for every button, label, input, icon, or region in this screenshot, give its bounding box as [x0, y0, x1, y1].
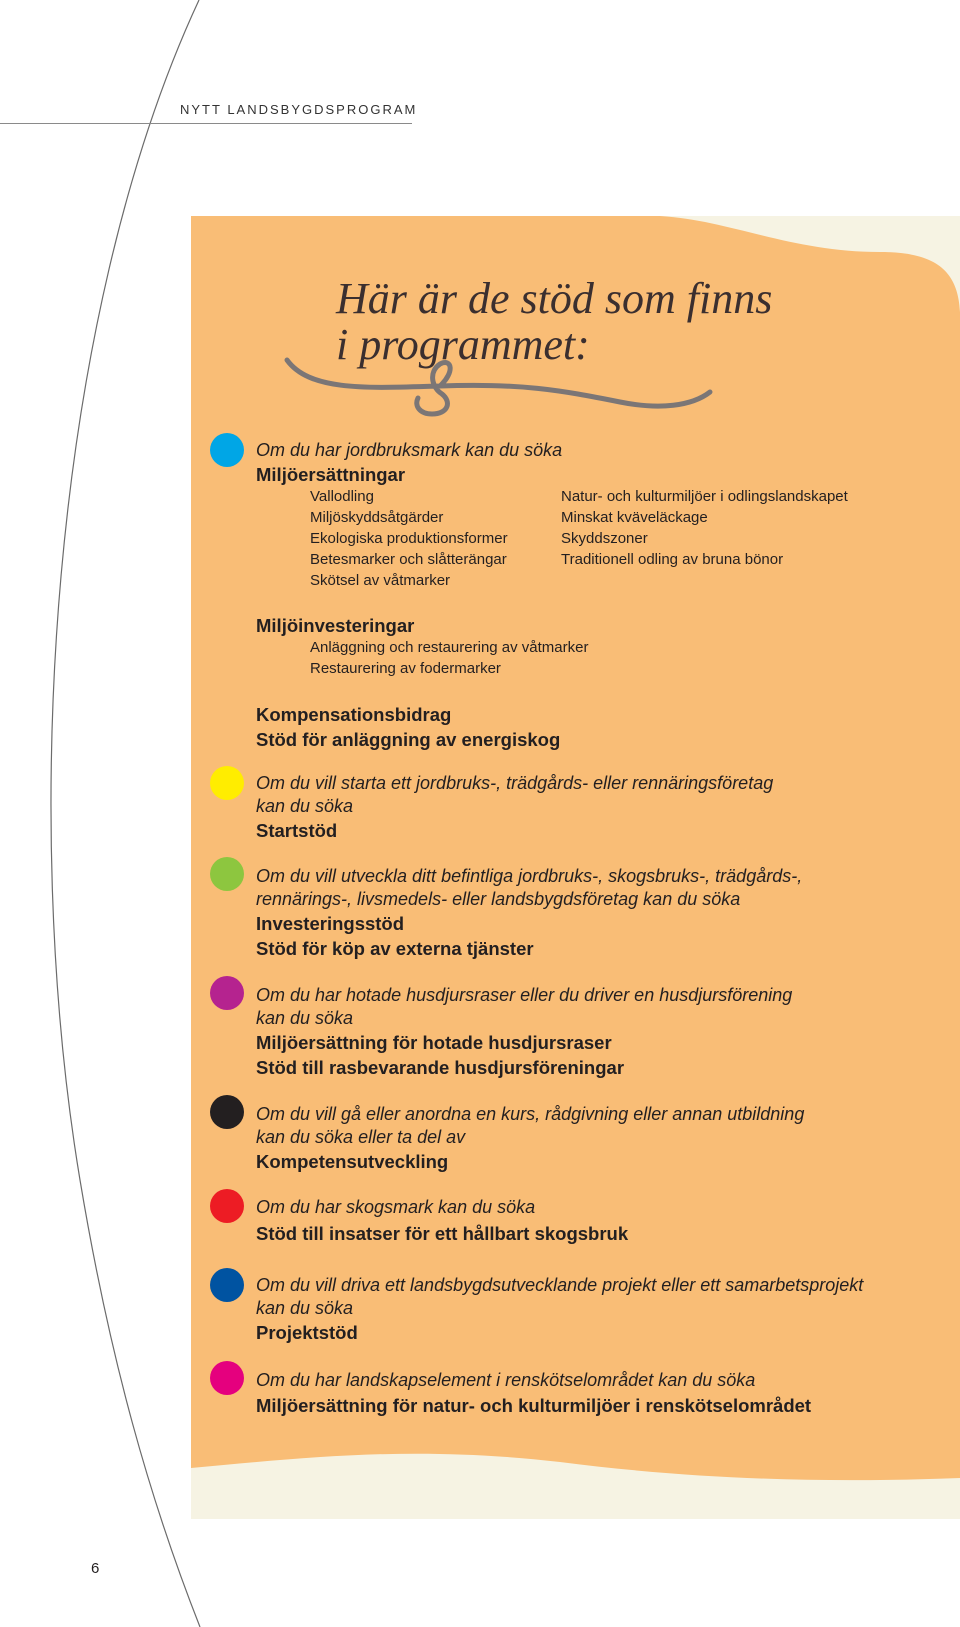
blue-dot-icon	[210, 1268, 244, 1302]
title-line-1: Här är de stöd som finns	[336, 274, 773, 323]
list-item: Skötsel av våtmarker	[310, 572, 451, 589]
section-intro: Om du vill starta ett jordbruks-, trädgårds- eller rennäringsföretag	[256, 773, 774, 793]
support-heading: Stöd till rasbevarande husdjursföreningar	[256, 1057, 625, 1078]
section-intro: Om du vill gå eller anordna en kurs, rådgivning eller annan utbildning	[256, 1104, 805, 1124]
list-item: Anläggning och restaurering av våtmarker	[310, 639, 589, 656]
support-heading: Investeringsstöd	[256, 913, 405, 934]
yellow-dot-icon	[210, 766, 244, 800]
section-intro: kan du söka eller ta del av	[256, 1127, 466, 1147]
list-item: Minskat kväveläckage	[561, 509, 708, 526]
support-sublist-left	[310, 486, 508, 591]
section-intro: Om du vill driva ett landsbygdsutvecklande projekt eller ett samarbetsprojekt	[256, 1275, 864, 1295]
list-item: Miljöskyddsåtgärder	[310, 509, 444, 526]
left-arc	[51, 0, 200, 1627]
section-intro: kan du söka	[256, 1298, 354, 1318]
section-intro: Om du vill utveckla ditt befintliga jordbruks-, skogsbruks-, trädgårds-,	[256, 866, 803, 886]
support-heading: Startstöd	[256, 820, 338, 841]
support-heading: Projektstöd	[256, 1322, 358, 1343]
page-title	[336, 276, 772, 368]
green-dot-icon	[210, 857, 244, 891]
section-intro: kan du söka	[256, 796, 354, 816]
support-sublist-right	[561, 486, 848, 570]
section-intro: Om du har jordbruksmark kan du söka	[256, 440, 563, 460]
list-item: Restaurering av fodermarker	[310, 660, 501, 677]
support-heading: Miljöersättning för hotade husdjursraser	[256, 1032, 612, 1053]
section-intro: kan du söka	[256, 1008, 354, 1028]
black-dot-icon	[210, 1095, 244, 1129]
list-item: Vallodling	[310, 488, 374, 505]
purple-dot-icon	[210, 976, 244, 1010]
support-heading: Stöd för anläggning av energiskog	[256, 729, 561, 750]
cyan-dot-icon	[210, 433, 244, 467]
support-heading: Kompensationsbidrag	[256, 704, 452, 725]
section-intro: Om du har skogsmark kan du söka	[256, 1197, 536, 1217]
support-sublist	[310, 637, 588, 679]
title-line-2: i programmet:	[336, 320, 590, 369]
list-item: Betesmarker och slåtterängar	[310, 551, 507, 568]
page-number: 6	[91, 1560, 100, 1577]
list-item: Skyddszoner	[561, 530, 648, 547]
list-item: Natur- och kulturmiljöer i odlingslandskapet	[561, 488, 848, 505]
support-heading: Stöd till insatser för ett hållbart skogsbruk	[256, 1223, 629, 1244]
section-intro: Om du har hotade husdjursraser eller du driver en husdjursförening	[256, 985, 793, 1005]
support-heading: Stöd för köp av externa tjänster	[256, 938, 534, 959]
red-dot-icon	[210, 1189, 244, 1223]
section-intro: Om du har landskapselement i renskötselområdet kan du söka	[256, 1370, 756, 1390]
section-intro: rennärings-, livsmedels- eller landsbygdsföretag kan du söka	[256, 889, 741, 909]
running-header: NYTT LANDSBYGDSPROGRAM	[180, 102, 418, 117]
header-rule	[0, 123, 412, 124]
support-heading: Kompetensutveckling	[256, 1151, 449, 1172]
support-heading: Miljöersättningar	[256, 464, 406, 485]
magenta-dot-icon	[210, 1361, 244, 1395]
list-item: Ekologiska produktionsformer	[310, 530, 508, 547]
support-heading: Miljöinvesteringar	[256, 615, 415, 636]
list-item: Traditionell odling av bruna bönor	[561, 551, 784, 568]
support-heading: Miljöersättning för natur- och kulturmiljöer i renskötselområdet	[256, 1395, 812, 1416]
